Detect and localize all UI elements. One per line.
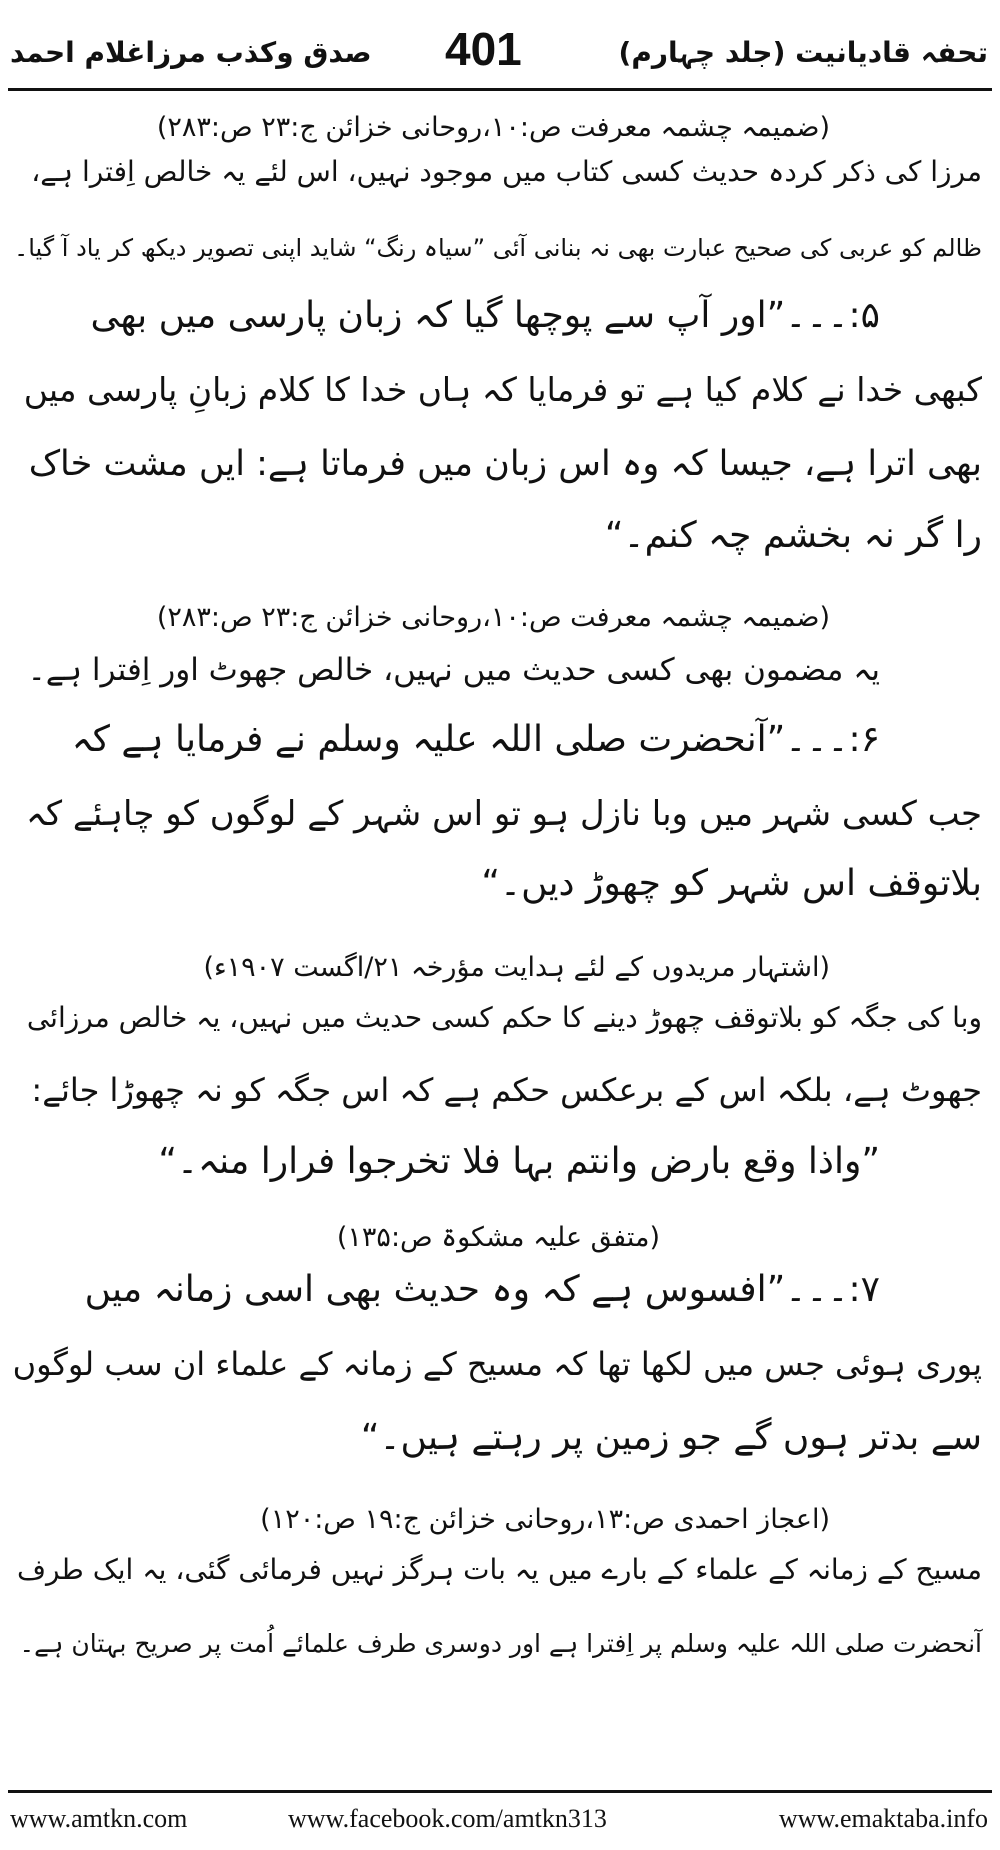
quote-line: را گر نہ بخشم چہ کنم۔“ <box>604 515 982 556</box>
citation-line: (ضمیمہ چشمہ معرفت ص:۱۰،روحانی خزائن ج:۲۳ ص:۲۸۳) <box>156 602 830 633</box>
text-line: یہ مضمون بھی کسی حدیث میں نہیں، خالص جھوٹ اور اِفترا ہے۔ <box>27 652 880 688</box>
footer-link-amtkn[interactable]: www.amtkn.com <box>10 1804 188 1833</box>
header-left-title: صدق وکذب مرزاغلام احمد <box>10 36 372 69</box>
footer-divider <box>8 1790 992 1793</box>
quote-line: پوری ہوئی جس میں لکھا تھا کہ مسیح کے زمانہ کے علماء ان سب لوگوں <box>12 1345 982 1383</box>
text-line: جھوٹ ہے، بلکہ اس کے برعکس حکم ہے کہ اس جگہ کو نہ چھوڑا جائے: <box>31 1071 982 1109</box>
text-line: ظالم کو عربی کی صحیح عبارت بھی نہ بنانی آئی ”سیاہ رنگ“ شاید اپنی تصویر دیکھ کر یاد آ گیا۔ <box>14 234 982 262</box>
quote-line: بھی اترا ہے، جیسا کہ وہ اس زبان میں فرماتا ہے: ایں مشت خاک <box>28 444 982 484</box>
quote-line: سے بدتر ہوں گے جو زمین پر رہتے ہیں۔“ <box>360 1417 982 1458</box>
quote-line: بلاتوقف اس شہر کو چھوڑ دیں۔“ <box>481 863 982 904</box>
citation-line: (اعجاز احمدی ص:۱۳،روحانی خزائن ج:۱۹ ص:۱۲۰) <box>260 1504 830 1535</box>
text-line: وبا کی جگہ کو بلاتوقف چھوڑ دینے کا حکم کسی حدیث میں نہیں، یہ خالص مرزائی <box>26 1001 982 1034</box>
quote-line: کبھی خدا نے کلام کیا ہے تو فرمایا کہ ہاں خدا کا کلام زبانِ پارسی میں <box>23 370 982 409</box>
quote-line: ۷:۔۔۔”افسوس ہے کہ وہ حدیث بھی اسی زمانہ میں <box>84 1269 880 1310</box>
citation-line: (اشتہار مریدوں کے لئے ہدایت مؤرخہ ۲۱/اگست ۱۹۰۷ء) <box>203 952 830 983</box>
page-number: 401 <box>445 23 522 75</box>
page-header <box>0 23 1000 80</box>
header-right-title: تحفہ قادیانیت (جلد چہارم) <box>618 36 988 69</box>
text-line: مسیح کے زمانہ کے علماء کے بارے میں یہ بات ہرگز نہیں فرمائی گئی، یہ ایک طرف <box>17 1553 982 1586</box>
page-footer <box>0 1804 1000 1840</box>
citation-line: (ضمیمہ چشمہ معرفت ص:۱۰،روحانی خزائن ج:۲۳ ص:۲۸۳) <box>156 112 830 143</box>
header-divider <box>8 88 992 91</box>
citation-line: (متفق علیہ مشکوۃ ص:۱۳۵) <box>336 1222 660 1253</box>
quote-line: ۵:۔۔۔”اور آپ سے پوچھا گیا کہ زبان پارسی میں بھی <box>90 295 880 336</box>
footer-link-facebook[interactable]: www.facebook.com/amtkn313 <box>288 1804 607 1833</box>
footer-link-emaktaba[interactable]: www.emaktaba.info <box>778 1804 988 1833</box>
text-line: آنحضرت صلی اللہ علیہ وسلم پر اِفترا ہے اور دوسری طرف علمائے اُمت پر صریح بہتان ہے۔ <box>19 1629 982 1658</box>
quote-line: ۶:۔۔۔”آنحضرت صلی اللہ علیہ وسلم نے فرمایا ہے کہ <box>71 719 880 760</box>
arabic-quote: ”واذا وقع بارض وانتم بہا فلا تخرجوا فرارا منہ۔“ <box>158 1141 880 1182</box>
quote-line: جب کسی شہر میں وبا نازل ہو تو اس شہر کے لوگوں کو چاہئے کہ <box>25 794 982 834</box>
text-line: مرزا کی ذکر کردہ حدیث کسی کتاب میں موجود نہیں، اس لئے یہ خالص اِفترا ہے، <box>31 155 982 188</box>
